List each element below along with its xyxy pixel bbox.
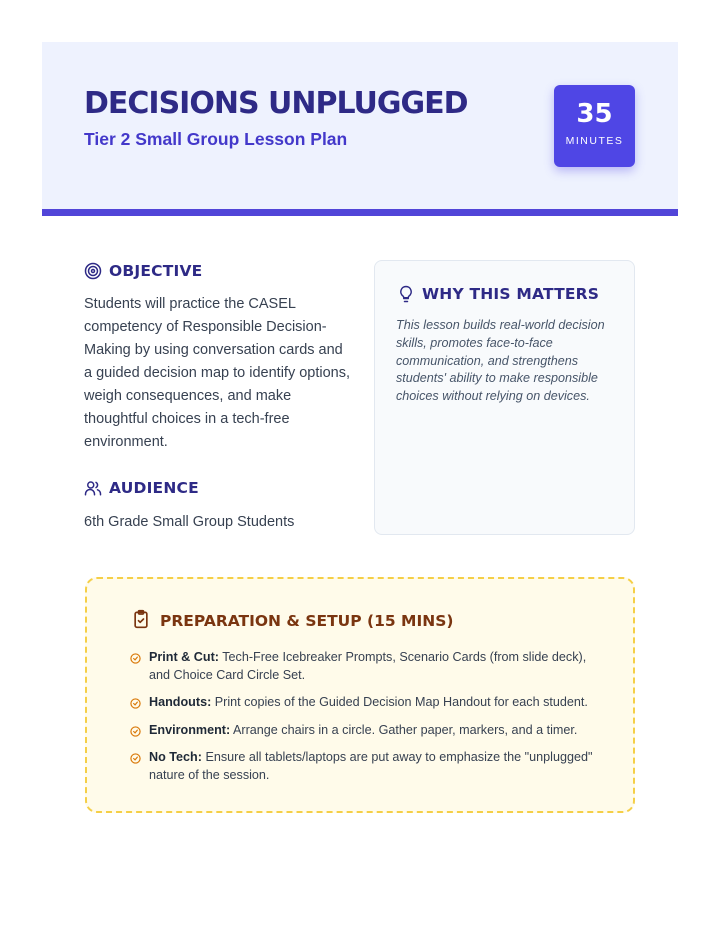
check-circle-icon: [130, 752, 141, 770]
duration-value: 35: [576, 99, 613, 129]
page-title: DECISIONS UNPLUGGED: [84, 86, 468, 121]
clipboard-check-icon: [131, 609, 151, 633]
why-heading-label: WHY THIS MATTERS: [422, 285, 600, 303]
preparation-heading: [131, 609, 453, 633]
preparation-list: [127, 649, 597, 784]
audience-heading: [84, 479, 199, 497]
duration-badge: [554, 85, 635, 167]
prep-item-label: Environment:: [149, 722, 231, 737]
users-icon: [84, 479, 102, 497]
objective-text: Students will practice the CASEL competency of Responsible Decision-Making by using conversation cards and a guided decision map to identify options, weigh consequences, and make thoughtful choices in a tech-free environment.: [84, 296, 351, 450]
check-circle-icon: [130, 697, 141, 715]
prep-item-label: Print & Cut:: [149, 650, 219, 664]
list-item: [127, 749, 597, 784]
preparation-box: [85, 577, 635, 813]
lightbulb-icon: [397, 285, 415, 303]
page-subtitle: Tier 2 Small Group Lesson Plan: [84, 129, 348, 149]
why-heading: [397, 285, 599, 303]
header-banner: [42, 42, 678, 216]
check-circle-icon: [130, 652, 141, 670]
prep-item-label: No Tech:: [149, 750, 202, 764]
duration-unit: MINUTES: [565, 135, 624, 147]
list-item: [127, 649, 597, 684]
preparation-heading-label: PREPARATION & SETUP (15 MINS): [160, 612, 454, 630]
list-item: [127, 694, 597, 712]
prep-item-text: Arrange chairs in a circle. Gather paper, markers, and a timer.: [232, 722, 578, 737]
audience-text: 6th Grade Small Group Students: [84, 514, 295, 530]
prep-item-text: Print copies of the Guided Decision Map Handout for each student.: [214, 695, 588, 709]
audience-heading-label: AUDIENCE: [109, 479, 199, 497]
target-icon: [84, 262, 102, 280]
why-text: This lesson builds real-world decision skills, promotes face-to-face communication, and strengthens students' ability to make responsible choices without relying on devices.: [396, 318, 605, 404]
prep-item-label: Handouts:: [149, 695, 212, 709]
prep-item-text: Tech-Free Icebreaker Prompts, Scenario Cards (from slide deck), and Choice Card Circle Set.: [149, 650, 587, 682]
prep-item-text: Ensure all tablets/laptops are put away to emphasize the "unplugged" nature of the session.: [149, 750, 593, 782]
objective-heading: [84, 262, 202, 280]
objective-heading-label: OBJECTIVE: [109, 262, 203, 280]
check-circle-icon: [130, 725, 141, 743]
list-item: [127, 722, 597, 740]
why-card: [374, 260, 635, 535]
